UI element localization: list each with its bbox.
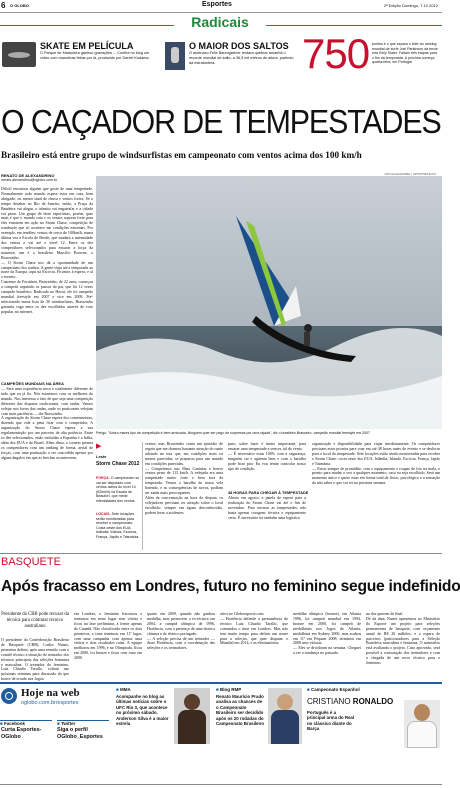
photo-caption: Perigo. "Adoro mares tipo de competição é bem arriscada. Ninguém quer ser pego de surpresas por uma rajada", diz o brasileiro Brasceiro, campeão mundial freestyle em 2007	[96, 431, 370, 435]
fighter-head-icon	[184, 694, 200, 710]
article-column-4b: Aberto em agosto, a janela de espera para a realização do Storm Chase vai até o fim de novembro. Para encarar as tempestades, não basta apenas coragem: técnica e equipamento certo. É necessário ter também uma logística	[228, 495, 306, 520]
sidebar-local	[96, 512, 140, 539]
player-shirt-icon	[407, 721, 437, 748]
sidebar-force-text: O campeonato só vai ser disputado com ventos acima do nível 10 (62km/h) na Escala de Beaufort, que mede intensidades dos ventos.	[96, 476, 140, 503]
twitter-icon: ■	[57, 721, 60, 726]
player-head-icon	[414, 704, 430, 721]
sidebar-force-title: FORÇA.	[96, 476, 110, 480]
promo-mma-label	[116, 687, 131, 692]
facebook-icon: ■	[0, 721, 3, 726]
brief-text-jump: O austríaco Felix Baumgartner tentará quebrar amanhã o recorde mundial de salto, a 36,5 mil metros de altura, partindo da estratosfera.	[189, 51, 294, 65]
promo-ronaldo-text[interactable]: Português é a principal arma do Real no clássico diante do Barça	[307, 710, 355, 732]
section-title: Radicais	[174, 14, 266, 32]
basquete-column-6: na dos querem de final. De da data, Nunes apresentou ao Ministério do Esporte um projeto para seleções permanentes de basquete, com orçamento anual de R$ 20 milhões, e a espera de parceiros (patrocinadores para a Seleção Brasileira masculina e feminina. O ministério está avaliando o projeto. Caso aprovado, será possível a contratação dos treinadores e com a chegada de um novo técnico para o feminino.	[366, 611, 440, 666]
windsurf-photo	[96, 176, 442, 429]
promo-blog-label	[216, 687, 241, 692]
page-number: 6	[1, 1, 6, 10]
jump-thumbnail	[165, 42, 185, 70]
promo-blog-label-text: Blog RMP	[219, 687, 242, 692]
columnist-head-icon	[277, 694, 293, 710]
promo-blog-marker-icon: ■	[216, 687, 219, 692]
skydiver-icon	[171, 47, 179, 63]
sidebar-local-title: LOCAIS.	[96, 512, 111, 516]
big-number: 750	[302, 30, 370, 77]
windsurf-photo-illustration	[96, 176, 442, 429]
sidebar-marker-icon: ▶	[96, 443, 102, 450]
sidebar-divider	[142, 442, 143, 550]
twitter-tab[interactable]	[57, 712, 109, 726]
brief-title-jump: O MAIOR DOS SALTOS	[189, 41, 289, 51]
facebook-label	[0, 721, 25, 726]
skate-icon	[8, 52, 30, 58]
promo-ronaldo-title-2: RONALDO	[352, 697, 394, 706]
brief-text-skate: O Parque de Madureira ganhou gravações ... Confira no blog um vídeo com manobras feitas por lá, produzido por Daniel Kodama.	[40, 51, 150, 60]
basquete-column-3: quarto em 2000, quando não ganhou medalha, mas promoveu a ex-técnica em 2004, a campeã olímpica de 1996, Hortência, com a presença de uma técnica chinesa e do técnico português. — A seleção precisa de um treinador — disse Hortência, com a coordenação das seleções e os treinadores.	[147, 611, 215, 651]
fighter-body-icon	[178, 710, 206, 744]
byline-author: RENATO DE ALEXANDRINO	[1, 173, 55, 178]
sidebar-label-top: Leste	[96, 454, 107, 459]
facebook-label-text: Facebook	[3, 721, 25, 726]
twitter-label	[57, 721, 75, 726]
globe-icon	[1, 688, 17, 704]
photo-credit: DIVULGAÇÃO/BEL | SPORTSPHOTO	[384, 172, 436, 176]
promo-blog-photo	[268, 688, 302, 744]
storm-chase-box	[96, 442, 140, 550]
sidebar-force	[96, 476, 140, 503]
promo-ronaldo-marker-icon: ■	[307, 687, 310, 692]
basquete-rule-top	[0, 553, 442, 554]
web-url[interactable]: oglobo.com.br/esportes	[21, 700, 79, 706]
page-header-bar	[0, 0, 442, 13]
edition-date: 2ª Edição Domingo, 7.10.2012	[383, 3, 438, 8]
basquete-deck: Presidente da CBB pode recusar da técnica para contratar técnico australiano	[1, 612, 69, 629]
article-subhead-2: 48 HORAS PARA CHEGAR À TEMPESTADE	[228, 490, 309, 495]
basquete-column-2: em Londres, o feminino fracassou e terminou em nono lugar sem vitória e ficou na fase preliminar, à frente apenas do Canadá. Não classificado entre os dois primeiros, o time terminou em 11º lugar, com uma campanha com apenas uma vitória e dois resultados ruins. A equipe melhorou em 1996, e na Olimpíada, ficou em 2000, foi bronze e ficou com ouro em 2000.	[74, 611, 142, 661]
promo-mma-photo	[174, 688, 210, 744]
skate-thumbnail	[2, 42, 36, 67]
twitter-label-text: Twitter	[60, 721, 76, 726]
web-strip-rule	[0, 682, 442, 684]
section-name: Esportes	[202, 1, 232, 8]
promo-ronaldo-title	[307, 697, 393, 706]
headline: O CAÇADOR DE TEMPESTADES	[1, 103, 441, 140]
subheadline: Brasileiro está entre grupo de windsurfistas em campeonato com ventos acima dos 100 km/h	[1, 150, 362, 160]
promo-ronaldo-photo	[404, 700, 440, 748]
sidebar-local-text: Sete locações serão monitoradas para receber o campeonato: Costa oeste dos EUA, Islândia, Irlanda, Escócia, França, Japão e Tasmânia.	[96, 512, 140, 539]
big-number-text: pontos é o que separa o líder do ranking mundial de surfe Joel Parkinson da tercie eira Kelly Slater. Faltam três etapas para o fim da temporada. A próxima começa, quarta-feira, em Portugal	[372, 42, 438, 65]
basquete-headline: Após fracasso em Londres, futuro no feminino segue indefinido	[1, 578, 460, 595]
article-column-1b: — Será uma experiência nova e totalmente diferente de tudo que eu já fiz. Nós estaremos com os melhores do mundo. Nos interessa o fato de que seja uma competição diferente das disputas tradicionais, com ondas. Vamos velejar nos fortes das ondas, onde os praticantes velejam com mais paciência — diz Brawzinho. A organização do Storm Chase espera dos comentaristas, dizendo que vale a pena ficar com o competidor. A organização do Storm Chase espera a sua regulamentação por um parceiro de alta potência. Entre os dez selecionados, estão incluídas a Espanha e a Itália, além dos EUA e do Brasil. Além disso, o torneio premia os competidores com um ranking de forma, aerial de forças, com uma pontuação a ser concedida apenas por alguns ângulos em que as brechas acontecerem.	[1, 386, 93, 460]
article-column-1: Dificil encontrar alguém que goste de uma tempestade. Normalmente todo mundo espera estar em casa, bem abrigado, ou menor sinal de chuva e ventos fortes. Se o tempo desabar no Rio de Janeiro, então, a Praça da Bandeira vai alagar, o trânsito vai engarrafar e a cidade vai parar. Um grupo de doze esportistas, porém, quer mais é que o mundo caia e os ventos soprem forte para eles entrarem em ação no Storm Chase, competição de windsurfe que só acontece em condições extremas. Por exemplo, em tendões: ventos de cerca de 100km/h, numa última vez a Escola de Benfit, que mudara a intensidade dos ventos e vai até o nível 12. Entre os dez competidores selecionados para encarar a força da natureza, um é o brasileiro Marcilio Browne, o Brawzinho. — O Storm Chase nos dá a oportunidade de um campeonato dos sonhos. A gente viaja até a temporada ao norte da Europa, aqui na Escócia. Ficamos à espera, e aí o torneio... Cuarense de Fortaleza, Brawzinho, de 22 anos, começou a competir seguindo os passos do pai, que foi 12 vezes campeão brasileiro. Radicado no Havaí, ele foi campeão mundial freestyle em 2007 e vice em 2008. Pré-selecionado numa lista de 30 windsurfistas, Brawzinho garantiu vaga entre os dez escolhidos através de voto popular, na internet.	[1, 186, 93, 314]
promo-blog-text[interactable]: Renato Maurício Prado analisa as chances de o Campeonato Brasileiro ser decidido após os 20 rodadas do Campeonato Brasileiro	[216, 694, 265, 727]
article-column-5: organização e disponibilidade para viajar imediatamente. Os competidores precisam estar prontos para voar em até 48 horas antes do evento e se deslocar para o local da tempestade. Sete locações estão sendo monitoradas para receber o Storm Chase: costa oeste dos EUA, Islândia, Irlanda, Escócia, França, Japão e Tasmânia. — Estou sempre de prontidão, com o equipamento e roupas de frio na mala, e pronto para mudar o voo a qualquer momento, caso eu seja escolhido. Será um momento único e quero estar em forma total de físico, psicológico e a sensação do não saber o que vai ter na próxima semana.	[312, 441, 440, 486]
brief-title-skate: SKATE EM PELÍCULA	[40, 41, 134, 51]
article-subhead-1: CAMPEÕES MUNDIAIS NA ÁREA	[1, 381, 64, 386]
facebook-text[interactable]: Curta Esportes-OGlobo	[1, 727, 42, 740]
basquete-column-1: O presidente da Confederação Brasileira de Basquete (CBB), Carlos Nunes, prometeu definir, após uma reunião com o comitê técnico a situação do treinador dos técnicos principais das seleções feminina e masculina. O treinador do feminino, Luiz Cláudio Tarallo, voltará nas próximas semanas para discussão do que houve de errado nos Jogos.	[1, 637, 69, 682]
web-title: Hoje na web	[21, 687, 80, 699]
twitter-text[interactable]: Siga o perfil OGlobo_Esportes	[57, 727, 103, 740]
promo-mma-label-text: MMA	[119, 687, 131, 692]
basquete-label: BASQUETE	[1, 556, 61, 568]
basquete-column-4: ativo no Globoesporte.com. — Hortência defende a permanência do técnico Luiz Cláudio Tarallo, que comandou o time em Londres. Mas não tem muito tempo para definir um nome para a seleção, que quer disputar o Mundial em 2014, e as eliminatórias.	[220, 611, 288, 646]
sidebar-title: Storm Chase 2012	[96, 461, 140, 467]
basquete-column-5: medalha olímpica (bronze), em Atlanta 1996, foi campeã mundial em 1994, bronze em 2000, foi campeã de medalhistas nos Jogos de Atlanta, medalhista em Sydney 2000, mas acabou em 11º em Pequim 2008, terminou em 2008 sem vitórias. — Eles se dividiram na semana. Cheguei a ver a mudança no passado.	[293, 611, 361, 656]
article-column-3: ventos, mas Brawzinho conta um episódio de regata que me chamou bastante atenção do rumo adotado na rota que, em condições mais ou menos parecidas, se preparou para um mundo em condições parecidas. — Competimos nas Ilhas Canárias e houve ventos perto de 113 km/h. A velejada era uma tempestade muito forte e bem fora da temporada. Vemos o barulho da nossa vela batendo, e as consequências de novos, podiam ser ainda mais preocupantes. Além da concentração na hora da disputa, os velejadores precisam ter atenção sobre o local escolhido: sempre em águas desconhecidas, podem levar a acidentes.	[145, 441, 223, 515]
columnist-body-icon	[271, 710, 299, 744]
promo-ronaldo-label-text: Campeonato Espanhol	[310, 687, 360, 692]
page-bottom-rule	[0, 784, 442, 785]
promo-mma-text[interactable]: Acompanhe no blog as últimas notícias sobre o UFC Rio 3, que acontece no próximo sábado. Anderson Silva é a maior estrela	[116, 694, 169, 727]
byline-email: renato.alexandrino@oglobo.com.br	[1, 178, 58, 182]
article-column-4: puro, sobre fazer é muito importante, para encarar uma tempestade e vencer, tal do vento. — É necessário estar 100% com a segurança, ninguém cai e agüenta bem e com o barulho pode ficar pior. Eu vou tentar controlar nosso tipo de condição.	[228, 441, 306, 471]
promo-ronaldo-label	[307, 687, 360, 692]
promo-mma-marker-icon: ■	[116, 687, 119, 692]
facebook-tab[interactable]	[0, 712, 52, 726]
promo-ronaldo-title-1: CRISTIANO	[307, 697, 351, 706]
globe-ring	[5, 692, 13, 700]
newspaper-name: O GLOBO	[10, 3, 29, 8]
